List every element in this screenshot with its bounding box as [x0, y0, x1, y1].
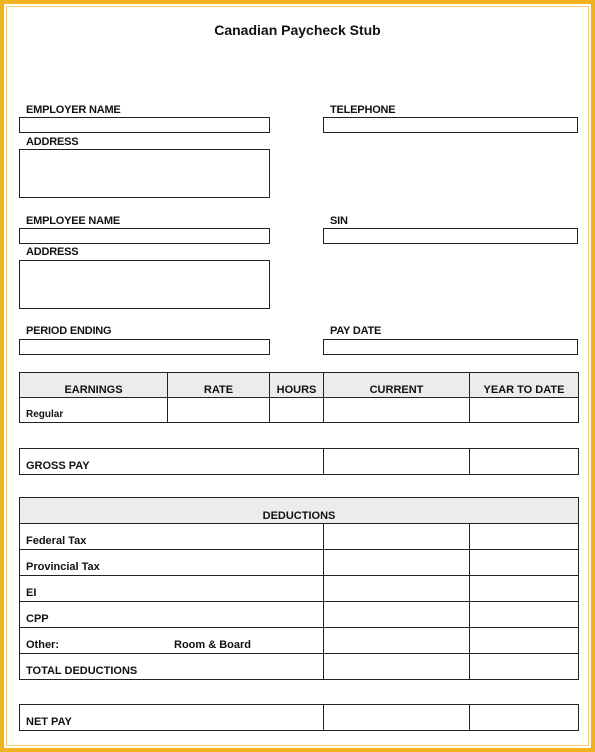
hours-col-header: HOURS — [270, 373, 324, 398]
employer-address-field[interactable] — [19, 149, 270, 198]
employee-name-label: EMPLOYEE NAME — [26, 215, 120, 227]
gross-pay-row — [20, 449, 579, 475]
provincial-tax-current-cell[interactable] — [324, 550, 470, 576]
table-row — [20, 602, 579, 628]
other-current-cell[interactable] — [324, 628, 470, 654]
ytd-col-header: YEAR TO DATE — [470, 373, 579, 398]
table-row — [20, 628, 579, 654]
deductions-table — [19, 497, 579, 680]
telephone-field[interactable] — [323, 117, 578, 133]
earnings-header-row — [20, 373, 579, 398]
current-col-header: CURRENT — [324, 373, 470, 398]
provincial-tax-ytd-cell[interactable] — [470, 550, 579, 576]
other-label: Other: — [26, 639, 59, 651]
employee-name-field[interactable] — [19, 228, 270, 244]
table-row — [20, 524, 579, 550]
ei-ytd-cell[interactable] — [470, 576, 579, 602]
sin-field[interactable] — [323, 228, 578, 244]
net-pay-table — [19, 704, 579, 731]
other-row-label — [20, 628, 324, 654]
ei-current-cell[interactable] — [324, 576, 470, 602]
pay-date-field[interactable] — [323, 339, 578, 355]
room-board-label: Room & Board — [174, 639, 251, 651]
employer-address-label: ADDRESS — [26, 136, 79, 148]
employer-name-field[interactable] — [19, 117, 270, 133]
gross-pay-current-cell[interactable] — [324, 449, 470, 475]
total-deductions-label: TOTAL DEDUCTIONS — [20, 654, 324, 680]
period-ending-label: PERIOD ENDING — [26, 325, 112, 337]
deductions-header: DEDUCTIONS — [20, 498, 579, 524]
earnings-col-header: EARNINGS — [20, 373, 168, 398]
net-pay-current-cell[interactable] — [324, 705, 470, 731]
table-row — [20, 654, 579, 680]
regular-current-cell[interactable] — [324, 398, 470, 423]
cpp-current-cell[interactable] — [324, 602, 470, 628]
employee-address-label: ADDRESS — [26, 246, 79, 258]
table-row — [20, 398, 579, 423]
table-row — [20, 576, 579, 602]
gross-pay-label: GROSS PAY — [20, 449, 324, 475]
regular-label: Regular — [20, 398, 168, 423]
other-ytd-cell[interactable] — [470, 628, 579, 654]
federal-tax-label: Federal Tax — [20, 524, 324, 550]
provincial-tax-label: Provincial Tax — [20, 550, 324, 576]
employee-address-field[interactable] — [19, 260, 270, 309]
sin-label: SIN — [330, 215, 348, 227]
regular-ytd-cell[interactable] — [470, 398, 579, 423]
regular-hours-cell[interactable] — [270, 398, 324, 423]
net-pay-label: NET PAY — [20, 705, 324, 731]
gross-pay-table — [19, 448, 579, 475]
net-pay-ytd-cell[interactable] — [470, 705, 579, 731]
net-pay-row — [20, 705, 579, 731]
earnings-table — [19, 372, 579, 423]
pay-date-label: PAY DATE — [330, 325, 382, 337]
deductions-header-row — [20, 498, 579, 524]
page-title: Canadian Paycheck Stub — [214, 22, 381, 38]
cpp-label: CPP — [20, 602, 324, 628]
federal-tax-current-cell[interactable] — [324, 524, 470, 550]
total-deductions-ytd-cell[interactable] — [470, 654, 579, 680]
telephone-label: TELEPHONE — [330, 104, 396, 116]
employer-name-label: EMPLOYER NAME — [26, 104, 121, 116]
regular-rate-cell[interactable] — [168, 398, 270, 423]
gross-pay-ytd-cell[interactable] — [470, 449, 579, 475]
table-row — [20, 550, 579, 576]
ei-label: EI — [20, 576, 324, 602]
total-deductions-current-cell[interactable] — [324, 654, 470, 680]
rate-col-header: RATE — [168, 373, 270, 398]
period-ending-field[interactable] — [19, 339, 270, 355]
federal-tax-ytd-cell[interactable] — [470, 524, 579, 550]
cpp-ytd-cell[interactable] — [470, 602, 579, 628]
